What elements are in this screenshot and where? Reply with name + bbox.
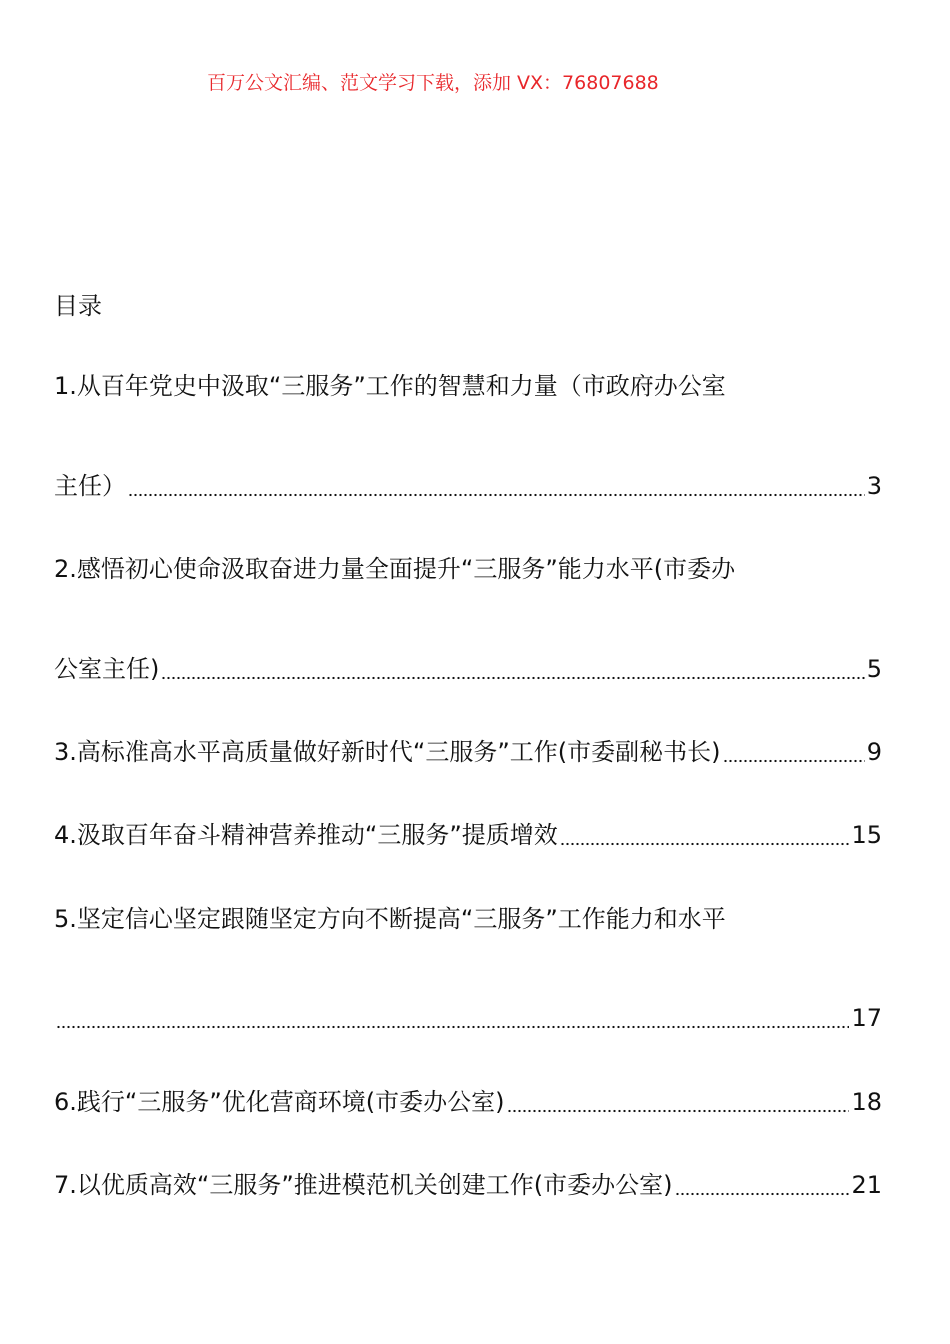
- toc-entry-2-line1[interactable]: 2.感悟初心使命汲取奋进力量全面提升“三服务”能力水平(市委办: [54, 555, 736, 583]
- toc-entry-1-line1[interactable]: 1.从百年党史中汲取“三服务”工作的智慧和力量（市政府办公室: [54, 372, 726, 400]
- page-number: 18: [851, 1088, 882, 1116]
- promo-banner: 百万公文汇编、范文学习下载，添加 VX：76807688: [207, 72, 659, 94]
- dot-leader: [675, 1191, 850, 1197]
- toc-entry-text: 6.践行“三服务”优化营商环境(市委办公室): [54, 1088, 505, 1116]
- dot-leader: [507, 1108, 850, 1114]
- toc-entry-6[interactable]: [54, 1085, 882, 1119]
- page-number: 15: [851, 821, 882, 849]
- toc-entry-text: 主任）: [54, 472, 126, 500]
- dot-leader: [56, 1024, 849, 1030]
- toc-entry-5-line2[interactable]: [54, 1001, 882, 1035]
- dot-leader: [560, 841, 850, 847]
- toc-entry-text: 4.汲取百年奋斗精神营养推动“三服务”提质增效: [54, 821, 558, 849]
- page-number: 17: [851, 1004, 882, 1032]
- toc-entry-5-line1[interactable]: 5.坚定信心坚定跟随坚定方向不断提高“三服务”工作能力和水平: [54, 905, 726, 933]
- toc-entry-3[interactable]: [54, 735, 882, 769]
- toc-entry-text: 3.高标准高水平高质量做好新时代“三服务”工作(市委副秘书长): [54, 738, 721, 766]
- page-number: 9: [866, 738, 882, 766]
- page-number: 21: [851, 1171, 882, 1199]
- toc-entry-4[interactable]: [54, 818, 882, 852]
- page-number: 3: [866, 472, 882, 500]
- toc-entry-2-line2[interactable]: [54, 652, 882, 686]
- toc-title: 目录: [54, 292, 102, 320]
- toc-entry-text: 公室主任): [54, 655, 160, 683]
- toc-entry-1-line2[interactable]: [54, 469, 882, 503]
- page-number: 5: [866, 655, 882, 683]
- toc-entry-7[interactable]: [54, 1168, 882, 1202]
- dot-leader: [128, 492, 865, 498]
- dot-leader: [161, 675, 864, 681]
- toc-entry-text: 7.以优质高效“三服务”推进模范机关创建工作(市委办公室): [54, 1171, 673, 1199]
- dot-leader: [723, 758, 865, 764]
